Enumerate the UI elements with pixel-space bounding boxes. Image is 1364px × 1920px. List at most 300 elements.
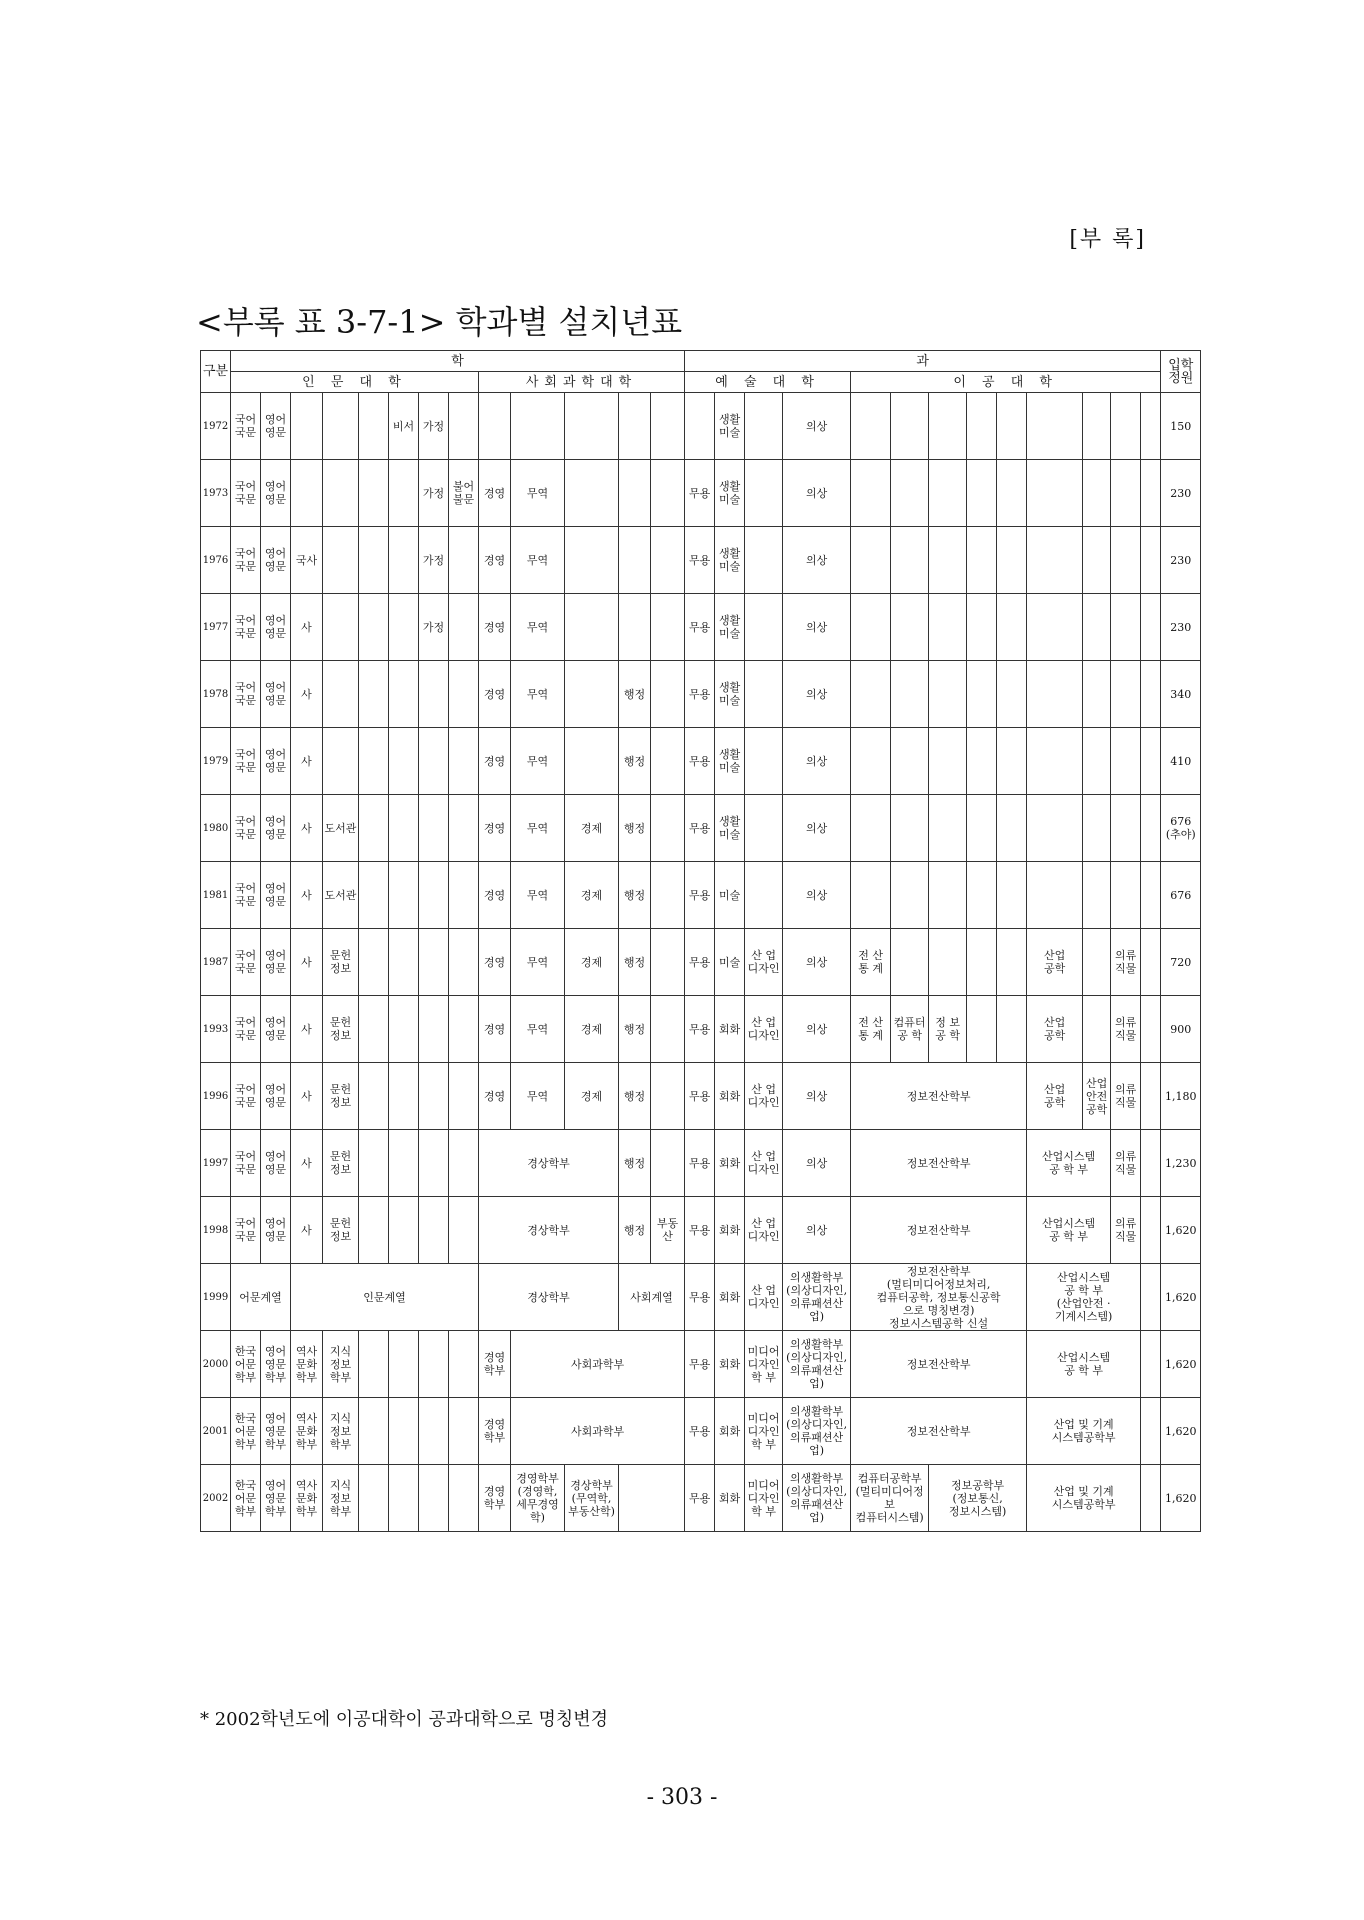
table-cell <box>389 527 419 594</box>
quota-cell: 410 <box>1161 728 1201 795</box>
table-cell <box>967 527 997 594</box>
table-cell <box>745 728 783 795</box>
table-cell: 무역 <box>511 661 565 728</box>
table-row <box>201 1130 1201 1197</box>
table-cell: 불어 불문 <box>449 460 479 527</box>
table-cell <box>651 460 685 527</box>
table-cell: 경제 <box>565 862 619 929</box>
table-cell <box>1083 661 1111 728</box>
establishment-table <box>200 350 1201 1532</box>
table-cell <box>851 862 891 929</box>
table-cell <box>1083 460 1111 527</box>
table-cell: 영어 영문 <box>261 393 291 460</box>
group-arts: 예 술 대 학 <box>685 372 851 393</box>
table-row <box>201 929 1201 996</box>
table-cell: 의류 직물 <box>1111 996 1141 1063</box>
table-cell <box>419 929 449 996</box>
table-cell <box>449 862 479 929</box>
table-cell: 비서 <box>389 393 419 460</box>
table-cell <box>449 1197 479 1264</box>
table-cell: 의상 <box>783 460 851 527</box>
table-cell <box>419 1331 449 1398</box>
table-cell <box>997 527 1027 594</box>
table-cell <box>967 661 997 728</box>
table-cell: 국어 국문 <box>231 728 261 795</box>
year-cell: 1996 <box>201 1063 231 1130</box>
table-cell: 경영 학부 <box>479 1465 511 1532</box>
table-row <box>201 728 1201 795</box>
table-cell: 가정 <box>419 460 449 527</box>
table-row <box>201 1331 1201 1398</box>
table-cell: 의상 <box>783 1063 851 1130</box>
table-cell <box>929 862 967 929</box>
header-quota: 입학 정원 <box>1161 351 1201 393</box>
table-cell: 미디어 디자인 학 부 <box>745 1331 783 1398</box>
table-cell <box>967 460 997 527</box>
table-cell <box>1027 460 1083 527</box>
table-cell <box>1141 661 1161 728</box>
table-cell <box>1111 795 1141 862</box>
year-cell: 2002 <box>201 1465 231 1532</box>
table-cell: 의류 직물 <box>1111 929 1141 996</box>
table-cell: 국어 국문 <box>231 527 261 594</box>
table-row <box>201 661 1201 728</box>
table-cell: 무역 <box>511 527 565 594</box>
table-cell: 영어 영문 <box>261 795 291 862</box>
table-cell: 생활 미술 <box>715 393 745 460</box>
table-cell <box>967 862 997 929</box>
year-cell: 1999 <box>201 1264 231 1331</box>
table-cell: 경영 <box>479 728 511 795</box>
table-cell: 국어 국문 <box>231 795 261 862</box>
table-cell: 의생활학부 (의상디자인, 의류패션산업) <box>783 1331 851 1398</box>
table-cell: 사 <box>291 795 323 862</box>
table-cell <box>891 661 929 728</box>
table-cell: 무역 <box>511 460 565 527</box>
table-cell: 정보전산학부 <box>851 1063 1027 1130</box>
quota-cell: 676 <box>1161 862 1201 929</box>
table-cell <box>389 1331 419 1398</box>
table-cell: 영어 영문 <box>261 1197 291 1264</box>
table-cell <box>1141 795 1161 862</box>
table-cell <box>997 728 1027 795</box>
table-cell <box>359 393 389 460</box>
table-cell: 사 <box>291 594 323 661</box>
table-cell: 생활 미술 <box>715 795 745 862</box>
table-cell: 경영 <box>479 929 511 996</box>
table-cell: 의생활학부 (의상디자인, 의류패션산업) <box>783 1398 851 1465</box>
table-cell: 지식 정보 학부 <box>323 1398 359 1465</box>
table-cell: 부동산 <box>651 1197 685 1264</box>
table-cell: 무용 <box>685 862 715 929</box>
table-cell <box>891 393 929 460</box>
table-cell <box>419 996 449 1063</box>
table-cell: 가정 <box>419 594 449 661</box>
table-cell: 국어 국문 <box>231 1197 261 1264</box>
table-cell <box>651 795 685 862</box>
table-cell: 정보전산학부 <box>851 1398 1027 1465</box>
table-row <box>201 862 1201 929</box>
table-cell: 무용 <box>685 1398 715 1465</box>
table-cell: 의생활학부 (의상디자인, 의류패션산업) <box>783 1465 851 1532</box>
table-cell: 산업시스템 공 학 부 <box>1027 1130 1111 1197</box>
header-row-1 <box>201 351 1201 372</box>
table-cell: 무용 <box>685 661 715 728</box>
table-cell <box>1027 728 1083 795</box>
table-cell <box>851 661 891 728</box>
table-cell: 정보전산학부 <box>851 1331 1027 1398</box>
table-cell: 무역 <box>511 728 565 795</box>
table-cell <box>291 393 323 460</box>
table-cell: 행정 <box>619 862 651 929</box>
table-cell <box>389 1130 419 1197</box>
table-cell <box>1083 996 1111 1063</box>
table-cell: 국어 국문 <box>231 1130 261 1197</box>
table-cell: 사 <box>291 1197 323 1264</box>
quota-cell: 230 <box>1161 527 1201 594</box>
table-cell: 의류 직물 <box>1111 1063 1141 1130</box>
table-cell <box>1111 594 1141 661</box>
table-cell: 의생활학부 (의상디자인, 의류패션산업) <box>783 1264 851 1331</box>
table-cell <box>929 795 967 862</box>
table-cell <box>389 996 419 1063</box>
table-cell <box>389 929 419 996</box>
table-cell <box>651 862 685 929</box>
table-cell <box>967 393 997 460</box>
table-cell <box>359 728 389 795</box>
table-cell <box>997 795 1027 862</box>
table-cell: 사 <box>291 661 323 728</box>
table-cell: 컴퓨터 공 학 <box>891 996 929 1063</box>
table-cell <box>851 728 891 795</box>
table-cell: 사회계열 <box>619 1264 685 1331</box>
table-cell: 도서관 <box>323 862 359 929</box>
table-cell <box>967 996 997 1063</box>
table-cell <box>449 661 479 728</box>
table-cell: 생활 미술 <box>715 460 745 527</box>
footnote: * 2002학년도에 이공대학이 공과대학으로 명칭변경 <box>200 1709 609 1730</box>
table-cell <box>1141 393 1161 460</box>
table-cell: 영어 영문 <box>261 929 291 996</box>
table-cell: 무역 <box>511 929 565 996</box>
table-cell <box>651 1063 685 1130</box>
table-cell <box>967 929 997 996</box>
table-cell <box>651 527 685 594</box>
table-cell <box>565 527 619 594</box>
table-cell: 경제 <box>565 996 619 1063</box>
table-cell: 회화 <box>715 1331 745 1398</box>
table-cell: 한국 어문 학부 <box>231 1398 261 1465</box>
table-cell: 정보전산학부 <box>851 1197 1027 1264</box>
table-cell: 경제 <box>565 795 619 862</box>
table-cell <box>1141 862 1161 929</box>
table-cell <box>1027 862 1083 929</box>
table-cell: 경상학부 <box>479 1197 619 1264</box>
table-cell <box>997 393 1027 460</box>
table-row <box>201 1465 1201 1532</box>
table-cell <box>389 1398 419 1465</box>
table-cell: 도서관 <box>323 795 359 862</box>
table-cell <box>851 795 891 862</box>
table-cell <box>997 661 1027 728</box>
table-cell <box>929 527 967 594</box>
table-cell <box>891 929 929 996</box>
table-cell <box>619 393 651 460</box>
year-cell: 1998 <box>201 1197 231 1264</box>
table-cell: 지식 정보 학부 <box>323 1331 359 1398</box>
table-cell: 국어 국문 <box>231 996 261 1063</box>
table-cell <box>449 393 479 460</box>
table-cell <box>1141 1197 1161 1264</box>
table-cell: 경영 학부 <box>479 1398 511 1465</box>
table-row <box>201 996 1201 1063</box>
table-cell <box>1111 393 1141 460</box>
table-cell <box>745 460 783 527</box>
table-cell <box>891 594 929 661</box>
table-cell <box>651 661 685 728</box>
table-cell <box>851 527 891 594</box>
table-cell: 사 <box>291 929 323 996</box>
table-cell: 무역 <box>511 795 565 862</box>
table-cell: 영어 영문 <box>261 661 291 728</box>
table-cell <box>1141 1331 1161 1398</box>
table-cell <box>359 594 389 661</box>
table-cell: 영어 영문 <box>261 1130 291 1197</box>
table-cell: 산업 안전 공학 <box>1083 1063 1111 1130</box>
table-cell: 컴퓨터공학부 (멀티미디어정보 컴퓨터시스템) <box>851 1465 929 1532</box>
table-row <box>201 1398 1201 1465</box>
page-title: <부록 표 3-7-1> 학과별 설치년표 <box>196 303 683 341</box>
table-cell: 의류 직물 <box>1111 1130 1141 1197</box>
table-cell <box>449 1331 479 1398</box>
table-cell: 문헌 정보 <box>323 1063 359 1130</box>
table-cell <box>449 1465 479 1532</box>
table-cell <box>323 661 359 728</box>
table-cell <box>389 862 419 929</box>
table-cell <box>389 795 419 862</box>
table-row <box>201 460 1201 527</box>
table-cell <box>1111 661 1141 728</box>
table-cell <box>1141 527 1161 594</box>
table-cell <box>359 996 389 1063</box>
quota-cell: 1,620 <box>1161 1264 1201 1331</box>
table-cell <box>685 393 715 460</box>
table-cell <box>359 862 389 929</box>
quota-cell: 1,620 <box>1161 1465 1201 1532</box>
table-cell <box>323 393 359 460</box>
table-cell <box>1083 594 1111 661</box>
table-cell: 무용 <box>685 460 715 527</box>
table-cell: 생활 미술 <box>715 527 745 594</box>
table-cell <box>967 795 997 862</box>
table-cell: 회화 <box>715 1063 745 1130</box>
table-cell <box>323 728 359 795</box>
table-cell: 회화 <box>715 1264 745 1331</box>
table-cell <box>851 393 891 460</box>
quota-cell: 900 <box>1161 996 1201 1063</box>
group-science-engineering: 이 공 대 학 <box>851 372 1161 393</box>
table-cell: 의상 <box>783 996 851 1063</box>
table-cell: 사 <box>291 1063 323 1130</box>
year-cell: 1993 <box>201 996 231 1063</box>
table-cell: 경영 <box>479 527 511 594</box>
table-cell: 의상 <box>783 862 851 929</box>
table-cell <box>389 594 419 661</box>
table-cell <box>967 728 997 795</box>
table-cell <box>389 728 419 795</box>
table-cell <box>565 460 619 527</box>
table-cell <box>1141 1465 1161 1532</box>
table-cell: 의상 <box>783 527 851 594</box>
table-cell: 문헌 정보 <box>323 996 359 1063</box>
table-cell: 행정 <box>619 1130 651 1197</box>
table-cell: 경영 <box>479 996 511 1063</box>
table-cell <box>449 728 479 795</box>
table-cell <box>359 527 389 594</box>
table-cell: 의상 <box>783 1197 851 1264</box>
table-cell: 미디어 디자인 학 부 <box>745 1465 783 1532</box>
table-cell <box>479 393 511 460</box>
table-row <box>201 1197 1201 1264</box>
table-cell: 의상 <box>783 594 851 661</box>
table-cell: 역사 문화 학부 <box>291 1465 323 1532</box>
table-cell: 의상 <box>783 1130 851 1197</box>
table-cell: 미술 <box>715 862 745 929</box>
table-cell: 산업 공학 <box>1027 1063 1083 1130</box>
year-cell: 1987 <box>201 929 231 996</box>
table-cell: 산 업 디자인 <box>745 1130 783 1197</box>
table-cell <box>449 1063 479 1130</box>
table-cell: 산업시스템 공 학 부 <box>1027 1331 1141 1398</box>
table-cell: 영어 영문 <box>261 527 291 594</box>
table-cell: 산 업 디자인 <box>745 1197 783 1264</box>
quota-cell: 1,180 <box>1161 1063 1201 1130</box>
table-cell <box>1141 1063 1161 1130</box>
table-cell <box>419 862 449 929</box>
table-cell <box>419 728 449 795</box>
header-gwa: 과 <box>685 351 1161 372</box>
table-cell <box>997 929 1027 996</box>
table-cell <box>1111 728 1141 795</box>
table-cell: 산 업 디자인 <box>745 929 783 996</box>
table-cell <box>359 1197 389 1264</box>
table-cell: 가정 <box>419 527 449 594</box>
table-cell <box>323 460 359 527</box>
table-cell: 무용 <box>685 1197 715 1264</box>
table-cell <box>1111 527 1141 594</box>
table-cell <box>619 1465 685 1532</box>
table-cell <box>967 594 997 661</box>
table-cell <box>359 460 389 527</box>
table-cell: 국어 국문 <box>231 929 261 996</box>
table-cell <box>1083 795 1111 862</box>
table-cell: 정보전산학부 <box>851 1130 1027 1197</box>
table-cell <box>1027 661 1083 728</box>
table-cell: 행정 <box>619 929 651 996</box>
quota-cell: 230 <box>1161 460 1201 527</box>
table-cell: 사 <box>291 996 323 1063</box>
year-cell: 1978 <box>201 661 231 728</box>
year-cell: 1973 <box>201 460 231 527</box>
table-cell: 인문계열 <box>291 1264 479 1331</box>
quota-cell: 720 <box>1161 929 1201 996</box>
table-cell <box>565 661 619 728</box>
table-cell: 경영 <box>479 661 511 728</box>
table-cell <box>419 1197 449 1264</box>
table-cell: 무용 <box>685 929 715 996</box>
table-cell <box>891 795 929 862</box>
table-cell <box>745 594 783 661</box>
table-cell <box>511 393 565 460</box>
table-cell: 경상학부 <box>479 1130 619 1197</box>
table-cell <box>1141 996 1161 1063</box>
table-cell <box>389 1063 419 1130</box>
table-cell: 국사 <box>291 527 323 594</box>
table-cell: 영어 영문 <box>261 996 291 1063</box>
table-cell: 국어 국문 <box>231 862 261 929</box>
table-cell <box>745 527 783 594</box>
table-cell: 행정 <box>619 728 651 795</box>
table-cell <box>419 795 449 862</box>
table-cell <box>449 795 479 862</box>
year-cell: 1997 <box>201 1130 231 1197</box>
table-cell: 역사 문화 학부 <box>291 1331 323 1398</box>
table-row <box>201 594 1201 661</box>
group-social-sciences: 사회과학대학 <box>479 372 685 393</box>
table-cell <box>1141 929 1161 996</box>
table-cell <box>449 1130 479 1197</box>
table-cell: 영어 영문 <box>261 460 291 527</box>
appendix-label: [부 록] <box>1069 227 1146 252</box>
table-cell <box>929 661 967 728</box>
table-cell: 산 업 디자인 <box>745 996 783 1063</box>
table-cell <box>651 594 685 661</box>
table-cell: 어문계열 <box>231 1264 291 1331</box>
table-cell: 무용 <box>685 594 715 661</box>
table-cell <box>929 594 967 661</box>
table-cell: 정 보 공 학 <box>929 996 967 1063</box>
year-cell: 1976 <box>201 527 231 594</box>
table-cell: 경영 학부 <box>479 1331 511 1398</box>
table-cell: 행정 <box>619 1197 651 1264</box>
table-cell <box>359 1063 389 1130</box>
table-cell: 의상 <box>783 393 851 460</box>
table-cell: 문헌 정보 <box>323 1197 359 1264</box>
table-cell: 정보전산학부 (멀티미디어정보처리, 컴퓨터공학, 정보통신공학 으로 명칭변경) 정보시스템공학 신설 <box>851 1264 1027 1331</box>
table-cell: 무역 <box>511 1063 565 1130</box>
table-cell <box>389 1465 419 1532</box>
table-cell: 영어 영문 <box>261 728 291 795</box>
table-cell: 생활 미술 <box>715 594 745 661</box>
table-cell: 산업시스템 공 학 부 <box>1027 1197 1111 1264</box>
table-cell <box>619 594 651 661</box>
table-cell <box>929 393 967 460</box>
table-cell: 회화 <box>715 1465 745 1532</box>
quota-cell: 676 (추야) <box>1161 795 1201 862</box>
table-row <box>201 795 1201 862</box>
quota-cell: 1,620 <box>1161 1398 1201 1465</box>
table-cell <box>651 1130 685 1197</box>
table-cell: 의류 직물 <box>1111 1197 1141 1264</box>
table-cell <box>619 527 651 594</box>
table-row <box>201 1063 1201 1130</box>
table-cell <box>359 1465 389 1532</box>
year-cell: 2001 <box>201 1398 231 1465</box>
table-cell <box>1141 594 1161 661</box>
header-gubun: 구분 <box>201 351 231 393</box>
table-cell <box>891 862 929 929</box>
table-cell <box>745 393 783 460</box>
